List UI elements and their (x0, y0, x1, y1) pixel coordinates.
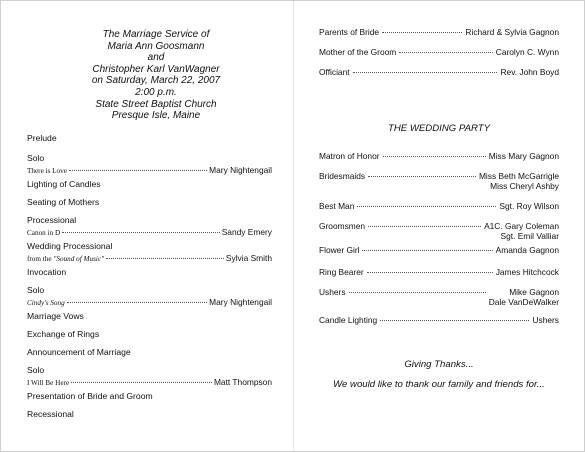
program-item (27, 391, 272, 401)
program-item-title: Processional (27, 215, 77, 225)
party-row (319, 287, 559, 315)
party-row (319, 201, 559, 221)
dot-leader (106, 258, 224, 259)
official-role: Officiant (319, 67, 350, 77)
program-item-detail: from the (27, 255, 54, 263)
official-row (319, 47, 559, 67)
party-name: Amanda Gagnon (495, 245, 559, 255)
party-name: Mike Gagnon (509, 287, 559, 297)
official-role: Parents of Bride (319, 27, 380, 37)
program-item-title: Wedding Processional (27, 241, 113, 251)
party-role: Ushers (319, 287, 346, 297)
header-line: and (147, 52, 165, 64)
program-item-title: Announcement of Marriage (27, 347, 131, 357)
fold-line (293, 1, 294, 451)
dot-leader (383, 156, 486, 157)
program-item-title: Solo (27, 153, 45, 163)
program-item-detail: There is Love (27, 167, 67, 175)
dot-leader (368, 176, 476, 177)
party-name: Miss Mary Gagnon (488, 151, 559, 161)
program-item-title: Invocation (27, 267, 67, 277)
program-item-detail: I Will Be Here (27, 379, 70, 387)
thanks-title: Giving Thanks... (404, 359, 474, 370)
program-item (27, 329, 272, 339)
official-name: Richard & Sylvia Gagnon (465, 27, 559, 37)
program-item-title: Recessional (27, 409, 74, 419)
dot-leader (67, 302, 207, 303)
dot-leader (71, 382, 212, 383)
thanks-message: We would like to thank our family and friends for... (333, 379, 545, 390)
program-item-detail: Canon in D (27, 229, 61, 237)
ceremony-header (41, 29, 271, 122)
header-line: The Marriage Service of (102, 29, 210, 40)
party-row (319, 151, 559, 171)
party-name: A1C. Gary Coleman (484, 221, 559, 231)
program-item (27, 153, 272, 175)
dot-leader (69, 170, 207, 171)
official-name: Rev. John Boyd (500, 67, 559, 77)
dot-leader (357, 206, 496, 207)
officials-list (319, 27, 559, 87)
program-item (27, 215, 272, 237)
program-item-title: Marriage Vows (27, 311, 84, 321)
program-item-detail-italic: "Sound of Music" (53, 255, 105, 263)
dot-leader (353, 72, 498, 73)
party-role: Best Man (319, 201, 355, 211)
header-line: 2:00 p.m. (135, 86, 177, 98)
program-item-title: Exchange of Rings (27, 329, 100, 339)
program-item-title: Presentation of Bride and Groom (27, 391, 153, 401)
program-item (27, 267, 272, 277)
official-row (319, 27, 559, 47)
program-item-performer: Mary Nightengail (209, 165, 272, 175)
party-name: Ushers (532, 315, 559, 325)
program-item-title: Solo (27, 285, 45, 295)
dot-leader (368, 226, 481, 227)
official-role: Mother of the Groom (319, 47, 397, 57)
dot-leader (349, 292, 486, 293)
party-row (319, 221, 559, 245)
party-row (319, 245, 559, 267)
party-role: Candle Lighting (319, 315, 378, 325)
official-row (319, 67, 559, 87)
party-name: Sgt. Roy Wilson (499, 201, 559, 211)
program-item-performer: Sylvia Smith (225, 253, 272, 263)
header-line: Christopher Karl VanWagner (92, 63, 220, 75)
party-role: Matron of Honor (319, 151, 380, 161)
program-item-title: Solo (27, 365, 45, 375)
wedding-party-title: THE WEDDING PARTY (388, 123, 490, 134)
party-row (319, 267, 559, 287)
program-item (27, 347, 272, 357)
program-item-title: Prelude (27, 133, 57, 143)
program-item-title: Seating of Mothers (27, 197, 100, 207)
dot-leader (367, 272, 493, 273)
party-name: James Hitchcock (495, 267, 559, 277)
program-item (27, 241, 272, 263)
party-role: Flower Girl (319, 245, 360, 255)
dot-leader (62, 232, 220, 233)
header-line: on Saturday, March 22, 2007 (91, 75, 221, 87)
dot-leader (399, 52, 492, 53)
header-line: Presque Isle, Maine (111, 110, 201, 122)
dot-leader (362, 250, 492, 251)
program-item-performer: Mary Nightengail (209, 297, 272, 307)
party-name: Dale VanDeWalker (488, 297, 559, 307)
wedding-party-list (319, 151, 559, 335)
dot-leader (382, 32, 462, 33)
program-item (27, 285, 272, 307)
party-role: Ring Bearer (319, 267, 364, 277)
party-row (319, 171, 559, 201)
program-item (27, 311, 272, 321)
program-item (27, 179, 272, 189)
party-role: Groomsmen (319, 221, 366, 231)
party-name: Sgt. Emil Valliar (500, 231, 559, 241)
party-name: Miss Cheryl Ashby (490, 181, 559, 191)
header-line: Maria Ann Goosmann (107, 40, 205, 52)
program-item-title: Lighting of Candles (27, 179, 101, 189)
party-name: Miss Beth McGarrigle (478, 171, 559, 181)
program-item (27, 409, 272, 419)
party-role: Bridesmaids (319, 171, 366, 181)
program-item-detail-italic: Cindy's Song (27, 299, 65, 307)
program-item (27, 365, 272, 387)
program-item-performer: Sandy Emery (221, 227, 272, 237)
header-line: State Street Baptist Church (95, 98, 217, 110)
dot-leader (380, 320, 529, 321)
program-item (27, 133, 272, 143)
official-name: Carolyn C. Wynn (495, 47, 559, 57)
party-row (319, 315, 559, 335)
program-item (27, 197, 272, 207)
program-item-performer: Matt Thompson (213, 377, 272, 387)
